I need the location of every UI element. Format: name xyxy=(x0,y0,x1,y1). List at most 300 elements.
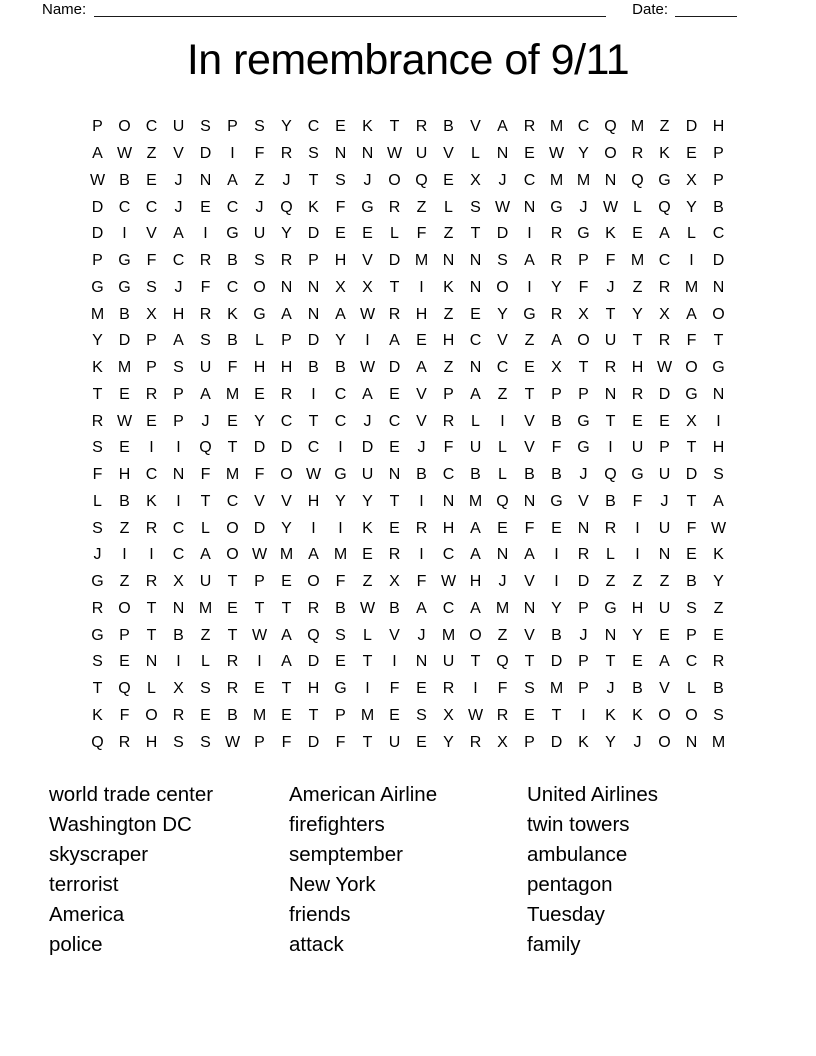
word-list-column xyxy=(527,780,658,960)
grid-letter: P xyxy=(173,385,184,403)
grid-letter: O xyxy=(658,733,671,751)
grid-letter: H xyxy=(415,305,428,323)
grid-letter: C xyxy=(145,198,158,216)
grid-letter: G xyxy=(685,385,698,403)
grid-letter: F xyxy=(686,519,697,537)
grid-letter: E xyxy=(119,653,130,671)
grid-letter: P xyxy=(146,332,157,350)
grid-letter: T xyxy=(308,171,319,189)
grid-letter: R xyxy=(631,385,644,403)
grid-letter: P xyxy=(713,145,724,163)
grid-letter: Y xyxy=(362,492,373,510)
grid-letter: Z xyxy=(524,332,535,350)
word-list-item: firefighters xyxy=(289,813,385,836)
grid-letter: N xyxy=(577,519,590,537)
grid-letter: W xyxy=(602,198,619,216)
grid-letter: F xyxy=(524,519,535,537)
grid-letter: B xyxy=(551,466,562,484)
grid-letter: D xyxy=(91,225,104,243)
grid-letter: C xyxy=(334,385,347,403)
grid-letter: E xyxy=(551,519,562,537)
grid-letter: N xyxy=(307,305,320,323)
grid-letter: K xyxy=(605,706,616,724)
grid-letter: O xyxy=(577,332,590,350)
grid-letter: D xyxy=(307,225,320,243)
grid-letter: D xyxy=(361,439,374,457)
word-list-item: family xyxy=(527,933,581,956)
grid-letter: F xyxy=(605,252,616,270)
grid-letter: I xyxy=(365,680,370,698)
grid-letter: R xyxy=(91,412,104,430)
grid-letter: D xyxy=(388,359,401,377)
grid-letter: V xyxy=(524,573,535,591)
grid-letter: M xyxy=(630,252,645,270)
grid-letter: B xyxy=(713,198,724,216)
grid-letter: F xyxy=(254,145,265,163)
grid-letter: K xyxy=(92,359,103,377)
grid-letter: N xyxy=(523,599,536,617)
grid-letter: Q xyxy=(604,466,617,484)
word-list-column xyxy=(289,780,527,960)
grid-letter: L xyxy=(498,439,507,457)
grid-letter: N xyxy=(658,546,671,564)
grid-letter: X xyxy=(497,733,508,751)
grid-letter: W xyxy=(467,706,484,724)
grid-letter: J xyxy=(201,412,210,430)
grid-letter: A xyxy=(524,252,535,270)
grid-letter: J xyxy=(255,198,264,216)
grid-letter: N xyxy=(712,278,725,296)
grid-letter: H xyxy=(442,332,455,350)
grid-letter: E xyxy=(470,305,481,323)
name-label: Name: xyxy=(42,1,87,18)
grid-letter: D xyxy=(685,466,698,484)
word-list-item: terrorist xyxy=(49,873,119,896)
grid-letter: E xyxy=(524,145,535,163)
grid-letter: T xyxy=(281,599,292,617)
grid-letter: C xyxy=(469,332,482,350)
grid-letter: M xyxy=(495,599,510,617)
grid-letter: P xyxy=(659,439,670,457)
grid-letter: X xyxy=(335,278,346,296)
grid-letter: O xyxy=(118,599,131,617)
grid-letter: P xyxy=(92,252,103,270)
grid-letter: A xyxy=(470,599,481,617)
grid-letter: D xyxy=(685,118,698,136)
grid-letter: R xyxy=(226,680,239,698)
grid-letter: N xyxy=(469,278,482,296)
grid-letter: J xyxy=(93,546,102,564)
grid-letter: A xyxy=(173,332,184,350)
grid-letter: A xyxy=(281,626,292,644)
grid-letter: H xyxy=(631,599,644,617)
grid-letter: Y xyxy=(551,599,562,617)
grid-letter: V xyxy=(281,492,292,510)
grid-letter: Y xyxy=(335,492,346,510)
grid-letter: Q xyxy=(658,198,671,216)
grid-letter: V xyxy=(524,626,535,644)
grid-letter: I xyxy=(635,546,640,564)
grid-letter: Q xyxy=(415,171,428,189)
grid-letter: F xyxy=(227,359,238,377)
grid-letter: P xyxy=(443,385,454,403)
grid-letter: V xyxy=(416,412,427,430)
grid-letter: B xyxy=(227,332,238,350)
grid-letter: U xyxy=(199,359,212,377)
word-list xyxy=(49,780,776,960)
grid-letter: L xyxy=(444,198,453,216)
grid-letter: S xyxy=(686,599,697,617)
grid-letter: N xyxy=(523,198,536,216)
grid-letter: D xyxy=(712,252,725,270)
grid-letter: L xyxy=(687,680,696,698)
grid-letter: U xyxy=(469,439,482,457)
grid-letter: W xyxy=(305,466,322,484)
grid-letter: B xyxy=(119,305,130,323)
grid-letter: R xyxy=(145,519,158,537)
grid-letter: W xyxy=(359,599,376,617)
grid-letter: U xyxy=(415,145,428,163)
grid-letter: S xyxy=(200,332,211,350)
grid-letter: N xyxy=(604,385,617,403)
grid-letter: T xyxy=(281,680,292,698)
grid-letter: N xyxy=(496,145,509,163)
grid-letter: Z xyxy=(713,599,724,617)
grid-letter: E xyxy=(200,706,211,724)
grid-letter: B xyxy=(605,492,616,510)
grid-letter: N xyxy=(145,653,158,671)
grid-letter: U xyxy=(199,573,212,591)
grid-letter: T xyxy=(524,385,535,403)
grid-letter: L xyxy=(390,225,399,243)
grid-letter: J xyxy=(363,412,372,430)
grid-letter: S xyxy=(497,252,508,270)
grid-letter: Z xyxy=(416,198,427,216)
header-bar xyxy=(42,1,737,19)
grid-letter: K xyxy=(92,706,103,724)
grid-letter: E xyxy=(524,706,535,724)
grid-letter: T xyxy=(686,492,697,510)
grid-letter: B xyxy=(335,599,346,617)
grid-letter: S xyxy=(200,733,211,751)
grid-letter: E xyxy=(335,653,346,671)
grid-letter: C xyxy=(388,412,401,430)
grid-letter: N xyxy=(442,492,455,510)
grid-letter: F xyxy=(389,680,400,698)
grid-letter: O xyxy=(253,278,266,296)
grid-letter: L xyxy=(471,412,480,430)
grid-letter: V xyxy=(524,412,535,430)
grid-letter: E xyxy=(686,145,697,163)
grid-letter: E xyxy=(335,118,346,136)
grid-letter: F xyxy=(146,252,157,270)
grid-letter: M xyxy=(333,546,348,564)
grid-letter: I xyxy=(527,225,532,243)
grid-letter: S xyxy=(92,653,103,671)
grid-letter: D xyxy=(253,439,266,457)
grid-letter: N xyxy=(280,278,293,296)
grid-letter: E xyxy=(524,359,535,377)
grid-letter: H xyxy=(631,359,644,377)
grid-letter: T xyxy=(686,439,697,457)
grid-letter: E xyxy=(335,225,346,243)
grid-letter: C xyxy=(145,466,158,484)
word-list-item: Tuesday xyxy=(527,903,605,926)
grid-letter: D xyxy=(550,653,563,671)
grid-letter: Z xyxy=(497,626,508,644)
grid-letter: R xyxy=(658,278,671,296)
word-list-item: police xyxy=(49,933,103,956)
grid-letter: A xyxy=(200,385,211,403)
grid-letter: F xyxy=(200,278,211,296)
grid-letter: R xyxy=(307,599,320,617)
grid-letter: W xyxy=(116,412,133,430)
grid-letter: U xyxy=(604,332,617,350)
grid-letter: G xyxy=(91,278,104,296)
grid-letter: V xyxy=(416,385,427,403)
grid-letter: F xyxy=(551,439,562,457)
grid-letter: J xyxy=(417,439,426,457)
grid-letter: M xyxy=(225,385,240,403)
grid-letter: V xyxy=(659,680,670,698)
grid-letter: I xyxy=(608,439,613,457)
grid-letter: E xyxy=(362,225,373,243)
grid-letter: T xyxy=(227,626,238,644)
grid-letter: W xyxy=(251,546,268,564)
grid-letter: I xyxy=(419,492,424,510)
grid-letter: E xyxy=(713,626,724,644)
word-list-item: semptember xyxy=(289,843,403,866)
grid-letter: R xyxy=(658,332,671,350)
grid-letter: C xyxy=(442,599,455,617)
grid-letter: J xyxy=(174,171,183,189)
grid-letter: B xyxy=(173,626,184,644)
grid-letter: O xyxy=(469,626,482,644)
grid-letter: E xyxy=(227,599,238,617)
grid-letter: V xyxy=(254,492,265,510)
grid-letter: F xyxy=(335,198,346,216)
grid-letter: I xyxy=(230,145,235,163)
grid-letter: B xyxy=(524,466,535,484)
grid-letter: B xyxy=(308,359,319,377)
grid-letter: S xyxy=(308,145,319,163)
grid-letter: K xyxy=(227,305,238,323)
grid-letter: R xyxy=(469,733,482,751)
grid-letter: L xyxy=(93,492,102,510)
grid-letter: B xyxy=(227,706,238,724)
grid-letter: A xyxy=(227,171,238,189)
grid-letter: I xyxy=(689,252,694,270)
grid-letter: X xyxy=(659,305,670,323)
grid-letter: C xyxy=(226,492,239,510)
grid-letter: O xyxy=(604,145,617,163)
grid-letter: N xyxy=(712,385,725,403)
grid-letter: M xyxy=(468,492,483,510)
grid-letter: R xyxy=(496,706,509,724)
word-list-item: pentagon xyxy=(527,873,613,896)
grid-letter: S xyxy=(146,278,157,296)
grid-letter: H xyxy=(712,439,725,457)
grid-letter: I xyxy=(311,519,316,537)
grid-letter: I xyxy=(257,653,262,671)
grid-letter: E xyxy=(416,680,427,698)
grid-letter: R xyxy=(604,519,617,537)
grid-letter: G xyxy=(631,466,644,484)
grid-letter: P xyxy=(578,680,589,698)
grid-letter: Y xyxy=(281,225,292,243)
grid-letter: P xyxy=(308,252,319,270)
grid-letter: P xyxy=(551,385,562,403)
grid-letter: W xyxy=(116,145,133,163)
grid-letter: S xyxy=(524,680,535,698)
grid-letter: J xyxy=(579,626,588,644)
grid-letter: F xyxy=(200,466,211,484)
grid-letter: B xyxy=(443,118,454,136)
grid-letter: I xyxy=(176,439,181,457)
word-list-item: Washington DC xyxy=(49,813,192,836)
grid-letter: G xyxy=(577,225,590,243)
grid-letter: W xyxy=(386,145,403,163)
grid-letter: A xyxy=(713,492,724,510)
word-list-item: America xyxy=(49,903,125,926)
grid-letter: T xyxy=(227,439,238,457)
grid-letter: Y xyxy=(281,118,292,136)
grid-letter: Y xyxy=(713,573,724,591)
grid-letter: R xyxy=(550,252,563,270)
grid-letter: Q xyxy=(199,439,212,457)
grid-letter: M xyxy=(252,706,267,724)
grid-letter: A xyxy=(416,359,427,377)
grid-letter: E xyxy=(632,412,643,430)
grid-letter: C xyxy=(442,546,455,564)
grid-letter: I xyxy=(149,546,154,564)
grid-letter: S xyxy=(335,171,346,189)
word-list-item: world trade center xyxy=(49,783,214,806)
grid-letter: X xyxy=(443,706,454,724)
grid-letter: B xyxy=(416,466,427,484)
grid-letter: H xyxy=(280,359,293,377)
grid-letter: T xyxy=(254,599,265,617)
grid-letter: S xyxy=(713,706,724,724)
grid-letter: R xyxy=(442,412,455,430)
grid-letter: Z xyxy=(443,305,454,323)
grid-letter: F xyxy=(686,332,697,350)
grid-letter: A xyxy=(551,332,562,350)
grid-letter: K xyxy=(362,118,373,136)
grid-letter: G xyxy=(550,198,563,216)
grid-letter: S xyxy=(200,680,211,698)
grid-letter: O xyxy=(388,171,401,189)
grid-letter: E xyxy=(686,546,697,564)
grid-letter: K xyxy=(632,706,643,724)
grid-letter: O xyxy=(145,706,158,724)
grid-letter: M xyxy=(441,626,456,644)
grid-letter: F xyxy=(92,466,103,484)
grid-letter: T xyxy=(308,412,319,430)
grid-letter: A xyxy=(173,225,184,243)
grid-letter: I xyxy=(716,412,721,430)
grid-letter: H xyxy=(307,492,320,510)
grid-letter: V xyxy=(146,225,157,243)
grid-letter: A xyxy=(686,305,697,323)
grid-letter: B xyxy=(389,599,400,617)
grid-letter: J xyxy=(363,171,372,189)
grid-letter: W xyxy=(359,305,376,323)
grid-letter: L xyxy=(201,519,210,537)
grid-letter: J xyxy=(606,278,615,296)
grid-letter: O xyxy=(226,519,239,537)
grid-letter: K xyxy=(443,278,454,296)
grid-letter: E xyxy=(659,412,670,430)
grid-letter: X xyxy=(686,412,697,430)
grid-letter: P xyxy=(524,733,535,751)
grid-letter: D xyxy=(199,145,212,163)
grid-letter: N xyxy=(604,626,617,644)
grid-letter: T xyxy=(92,680,103,698)
grid-letter: G xyxy=(253,305,266,323)
grid-letter: I xyxy=(419,546,424,564)
grid-letter: L xyxy=(147,680,156,698)
grid-letter: G xyxy=(334,680,347,698)
grid-letter: T xyxy=(713,332,724,350)
grid-letter: T xyxy=(470,653,481,671)
grid-letter: I xyxy=(149,439,154,457)
grid-letter: Q xyxy=(496,492,509,510)
grid-letter: C xyxy=(118,198,131,216)
grid-letter: R xyxy=(550,225,563,243)
grid-letter: E xyxy=(659,626,670,644)
grid-letter: H xyxy=(307,680,320,698)
grid-letter: B xyxy=(119,171,130,189)
grid-letter: U xyxy=(172,118,185,136)
grid-letter: Q xyxy=(604,118,617,136)
grid-letter: Q xyxy=(631,171,644,189)
grid-letter: Q xyxy=(496,653,509,671)
grid-letter: X xyxy=(146,305,157,323)
grid-letter: U xyxy=(658,599,671,617)
grid-letter: Y xyxy=(335,332,346,350)
grid-letter: I xyxy=(365,332,370,350)
grid-letter: G xyxy=(361,198,374,216)
grid-letter: G xyxy=(604,599,617,617)
grid-letter: E xyxy=(281,573,292,591)
grid-letter: R xyxy=(388,546,401,564)
grid-letter: S xyxy=(335,626,346,644)
date-label: Date: xyxy=(632,1,668,18)
grid-letter: A xyxy=(497,118,508,136)
grid-letter: N xyxy=(361,145,374,163)
grid-letter: C xyxy=(307,118,320,136)
word-list-item: friends xyxy=(289,903,351,926)
grid-letter: V xyxy=(389,626,400,644)
grid-letter: X xyxy=(470,171,481,189)
grid-letter: K xyxy=(713,546,724,564)
grid-letter: O xyxy=(307,573,320,591)
grid-letter: G xyxy=(118,278,131,296)
grid-letter: W xyxy=(359,359,376,377)
grid-letter: A xyxy=(524,546,535,564)
grid-letter: R xyxy=(118,733,131,751)
grid-letter: C xyxy=(712,225,725,243)
grid-letter: D xyxy=(577,573,590,591)
grid-letter: Y xyxy=(497,305,508,323)
grid-letter: D xyxy=(496,225,509,243)
grid-letter: G xyxy=(577,439,590,457)
grid-letter: R xyxy=(604,359,617,377)
grid-letter: T xyxy=(389,492,400,510)
grid-letter: W xyxy=(494,198,511,216)
grid-letter: C xyxy=(172,546,185,564)
